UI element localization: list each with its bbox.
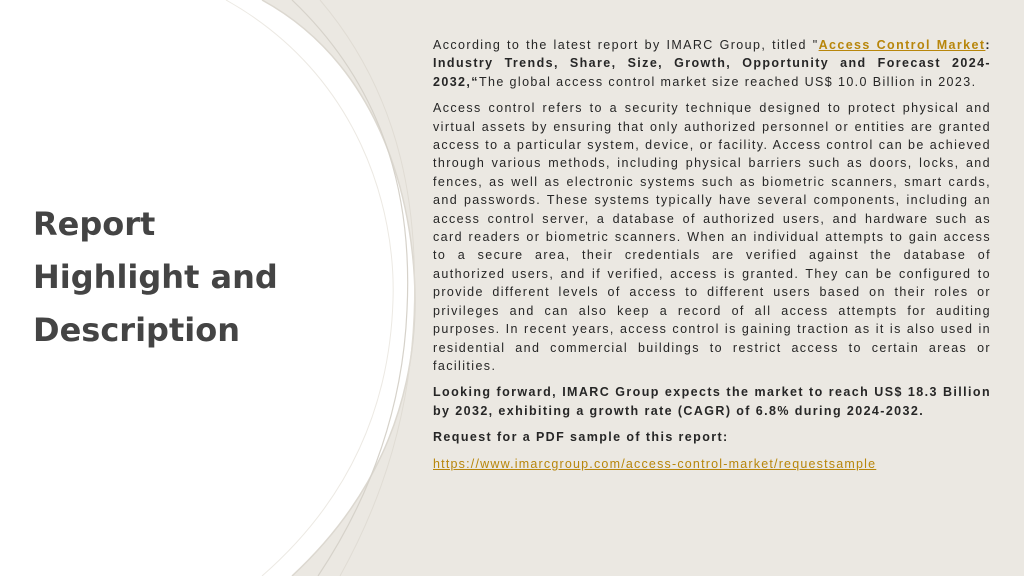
report-description: [433, 36, 991, 481]
access-control-market-link[interactable]: Access Control Market: [818, 38, 986, 52]
description-paragraph: Access control refers to a security technique designed to protect physical and virtual assets by ensuring that only authorized personnel or entities are granted access to a particular system, device, or facility. Access control can be achieved through various methods, including physical barriers such as doors, locks, and fences, as well as electronic systems such as biometric scanners, smart cards, and passwords. These systems typically have several components, including an access control server, a database of authorized users, and hardware such as card readers or biometric scanners. When an individual attempts to gain access to a secure area, their credentials are verified against the database of authorized users, and if verified, access is granted. They can be configured to provide different levels of access to different users based on their roles or privileges and can also keep a record of all access attempts for auditing purposes. In recent years, access control is gaining traction as it is also used in residential and commercial buildings to restrict access to certain areas or facilities.: [433, 101, 991, 373]
sample-link-paragraph: [433, 455, 991, 473]
report-title-rest: : Industry Trends, Share, Size, Growth, Opportunity and Forecast 2024-2032,“: [433, 38, 991, 89]
sample-request-link[interactable]: https://www.imarcgroup.com/access-control-market/requestsample: [433, 456, 877, 471]
page-title: [33, 198, 353, 357]
title-line: Description: [33, 311, 240, 349]
forecast-paragraph: Looking forward, IMARC Group expects the market to reach US$ 18.3 Billion by 2032, exhibiting a growth rate (CAGR) of 6.8% during 2024-2032.: [433, 385, 991, 418]
title-line: Report: [33, 205, 156, 243]
sample-request-label: Request for a PDF sample of this report:: [433, 430, 729, 445]
intro-lead: According to the latest report by IMARC Group, titled ": [433, 38, 819, 52]
title-line: Highlight and: [33, 258, 278, 296]
intro-paragraph: [433, 36, 991, 91]
intro-tail: The global access control market size reached US$ 10.0 Billion in 2023.: [478, 74, 977, 89]
